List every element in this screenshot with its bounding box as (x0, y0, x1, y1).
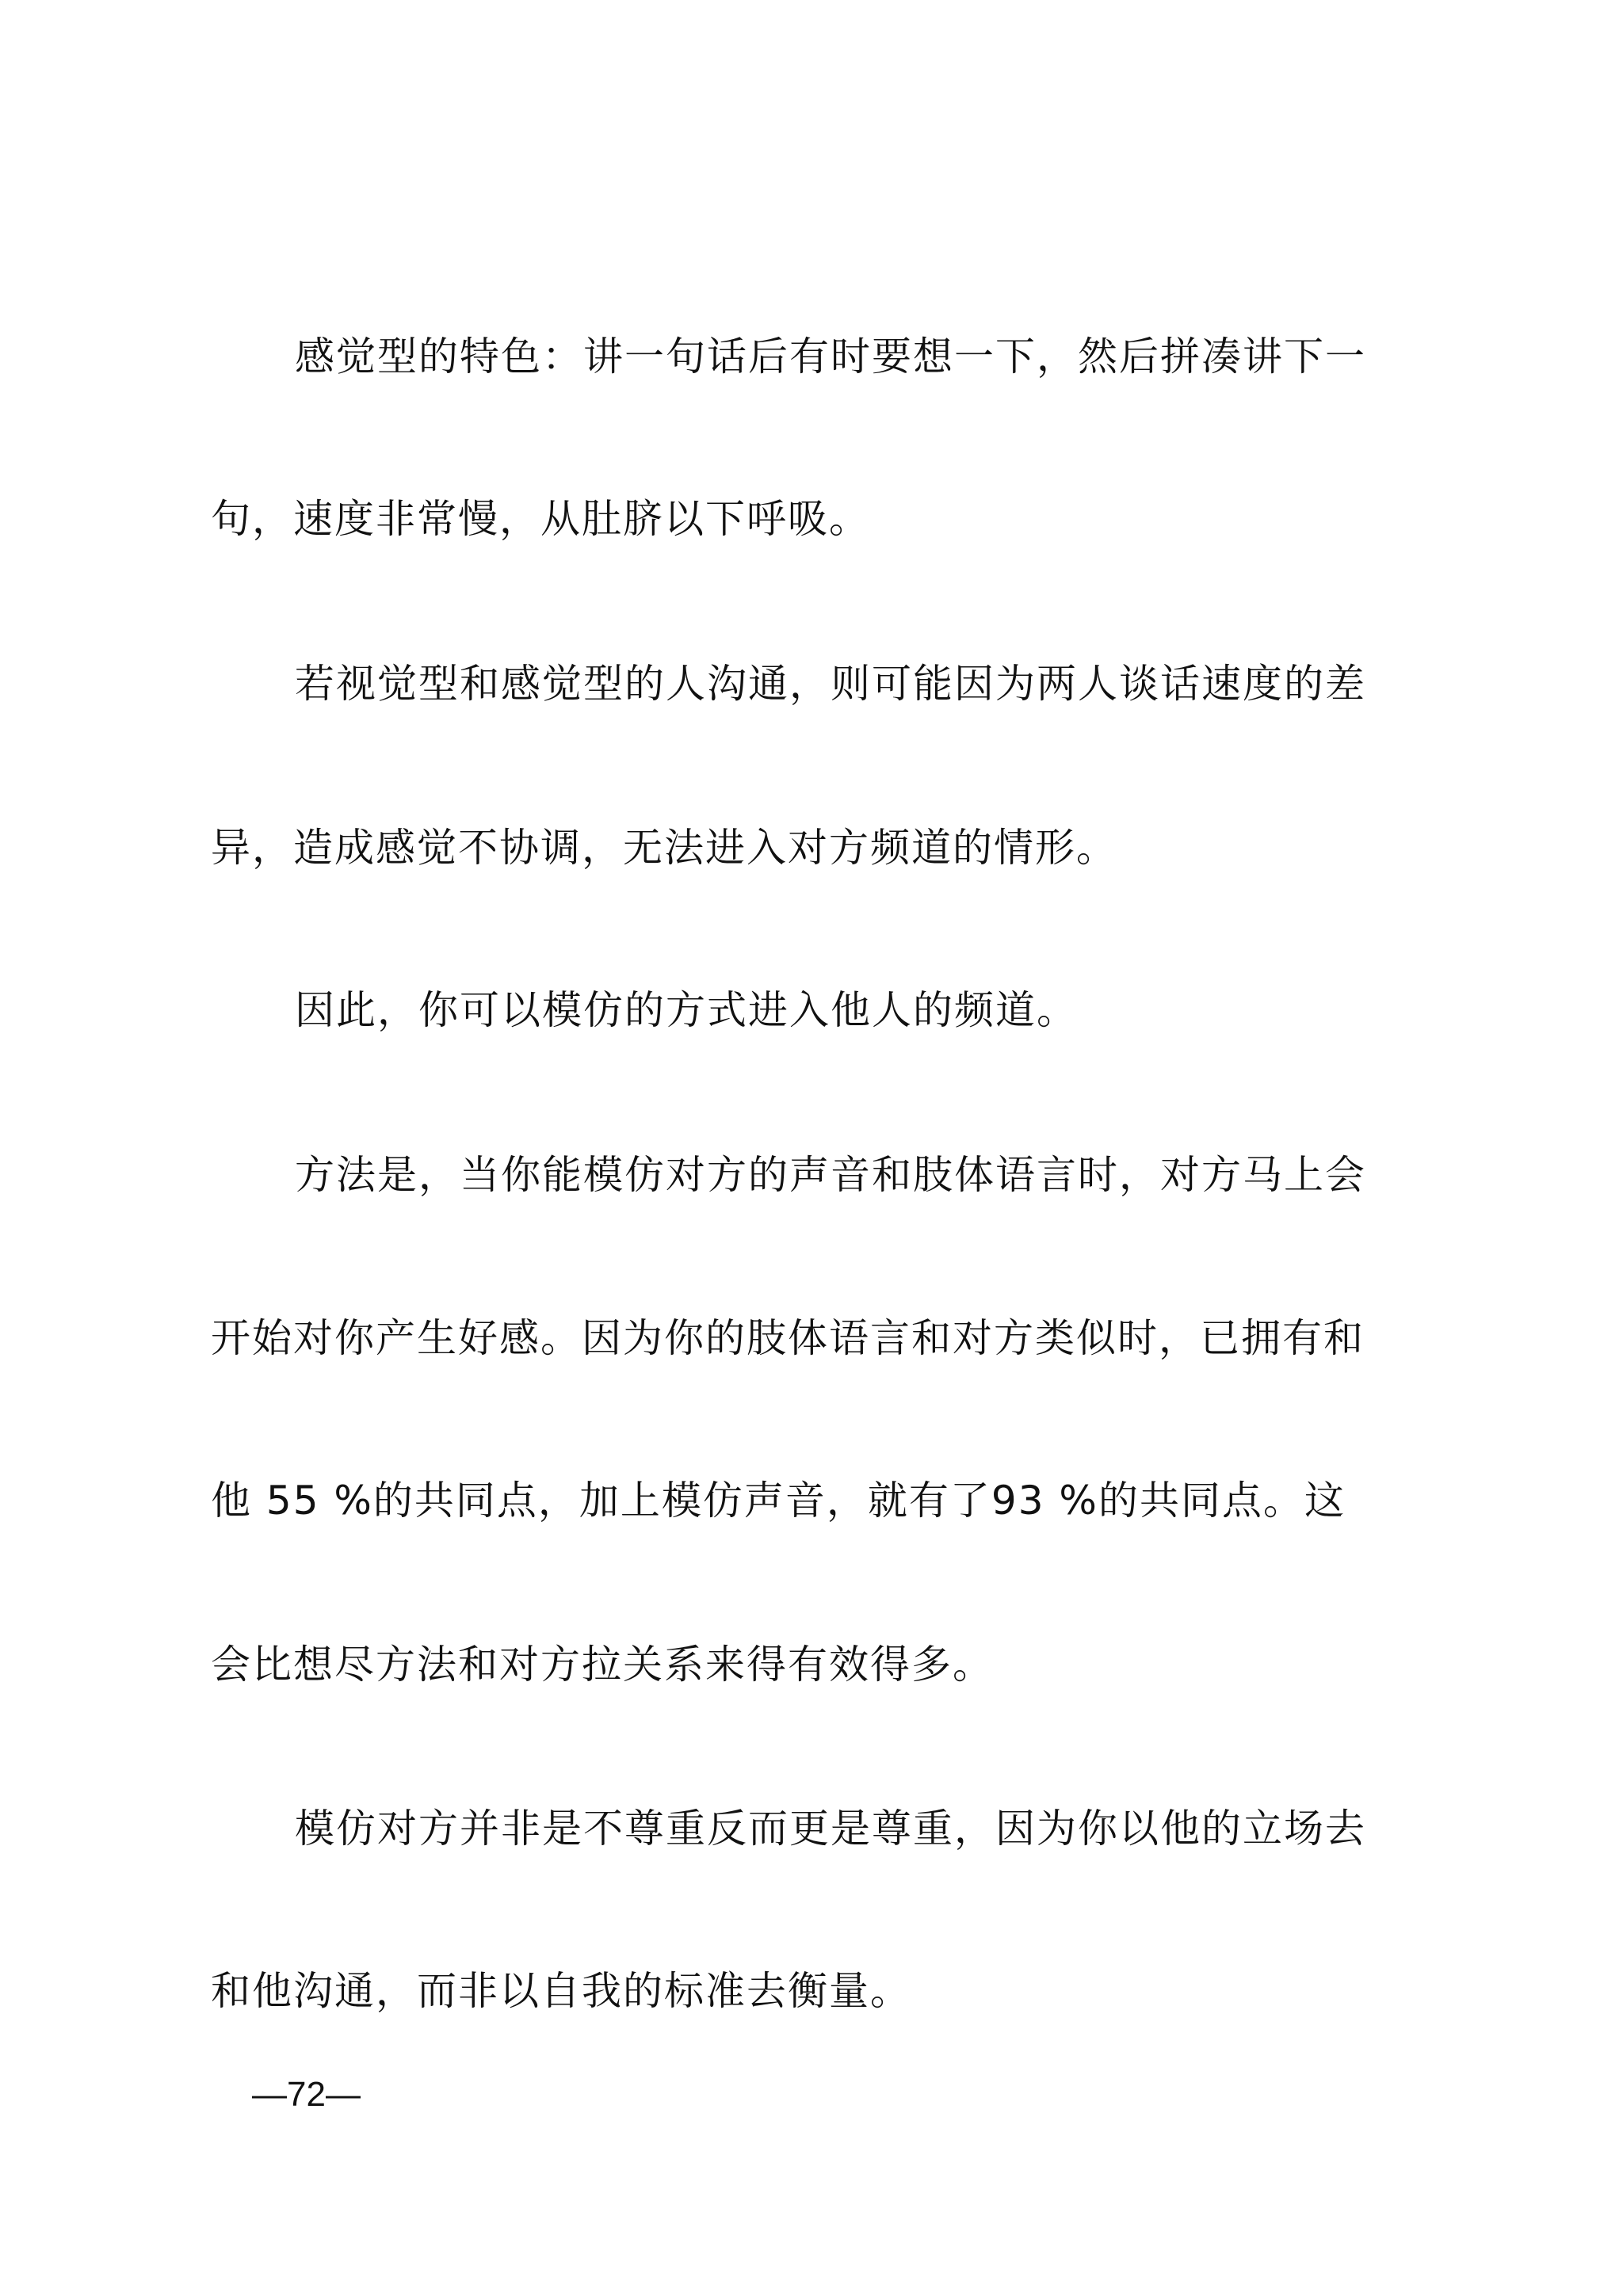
paragraph-4-line-4: 会比想尽方法和对方拉关系来得有效得多。 (211, 1642, 994, 1688)
paragraph-1-line-1: 感觉型的特色：讲一句话后有时要想一下，然后拼凑讲下一 (295, 334, 1366, 379)
paragraph-4-line-1: 方法是，当你能模仿对方的声音和肢体语言时，对方马上会 (295, 1152, 1366, 1198)
paragraph-4-line-2: 开始对你产生好感。因为你的肢体语言和对方类似时，已拥有和 (211, 1315, 1365, 1361)
paragraph-5-line-2: 和他沟通，而非以自我的标准去衡量。 (211, 1968, 911, 2014)
paragraph-2-line-2: 异，造成感觉不协调，无法进入对方频道的情形。 (211, 825, 1117, 871)
page-number: —72— (252, 2075, 361, 2114)
paragraph-5-line-1: 模仿对方并非是不尊重反而更是尊重，因为你以他的立场去 (295, 1806, 1366, 1852)
paragraph-4-line-3: 他 55 %的共同点，加上模仿声音，就有了93 %的共同点。这 (211, 1478, 1346, 1524)
paragraph-3-line-1: 因此，你可以模仿的方式进入他人的频道。 (295, 987, 1078, 1033)
paragraph-2-line-1: 若视觉型和感觉型的人沟通，则可能因为两人谈话速度的差 (295, 661, 1366, 707)
paragraph-1-line-2: 句，速度非常慢，从肚脐以下呼吸。 (211, 496, 870, 542)
